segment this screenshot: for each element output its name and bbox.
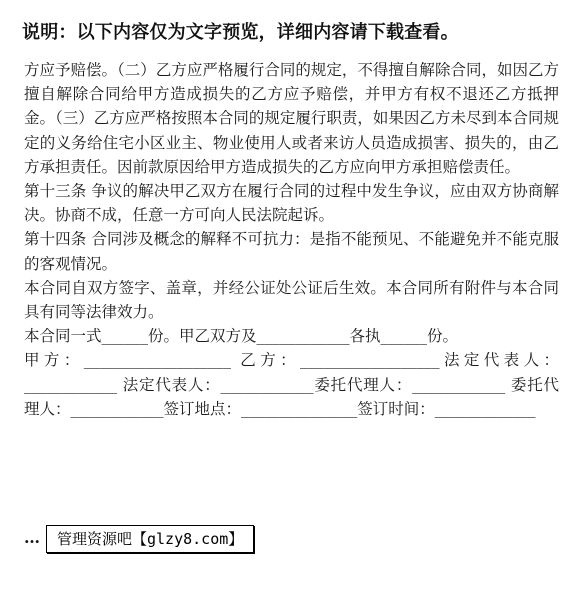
paragraph-article-13: 第十三条 争议的解决甲乙双方在履行合同的过程中发生争议，应由双方协商解决。协商不成，任意一方可向人民法院起诉。 bbox=[24, 182, 559, 225]
preview-notice: 说明：以下内容仅为文字预览，详细内容请下载查看。 bbox=[22, 22, 459, 43]
document-body bbox=[24, 58, 559, 421]
ellipsis: … bbox=[24, 528, 40, 547]
paragraph-article-14: 第十四条 合同涉及概念的解释不可抗力：是指不能预见、不能避免并不能克服的客观情况。 bbox=[24, 230, 559, 273]
watermark-banner: 管理资源吧【glzy8.com】 bbox=[46, 525, 254, 553]
paragraph-copies: 本合同一式______份。甲乙双方及____________各执______份。 bbox=[24, 327, 459, 346]
paragraph-signatures: 甲方：___________________ 乙方：__________________法定代表人：____________ 法定代表人：____________委托代理人：____________ 委托代理人：____________签订地点：_______________签订时间：_____________ bbox=[24, 351, 559, 418]
paragraph-clause-obligations: 方应予赔偿。（二）乙方应严格履行合同的规定，不得擅自解除合同，如因乙方擅自解除合同给甲方造成损失的乙方应予赔偿，并甲方有权不退还乙方抵押金。（三）乙方应严格按照本合同的规定履行职责，如果因乙方未尽到本合同规定的义务给住宅小区业主、物业使用人或者来访人员造成损害、损失的，由乙方承担责任。因前款原因给甲方造成损失的乙方应向甲方承担赔偿责任。 bbox=[24, 61, 559, 176]
paragraph-effectiveness: 本合同自双方签字、盖章，并经公证处公证后生效。本合同所有附件与本合同具有同等法律效力。 bbox=[24, 278, 559, 322]
